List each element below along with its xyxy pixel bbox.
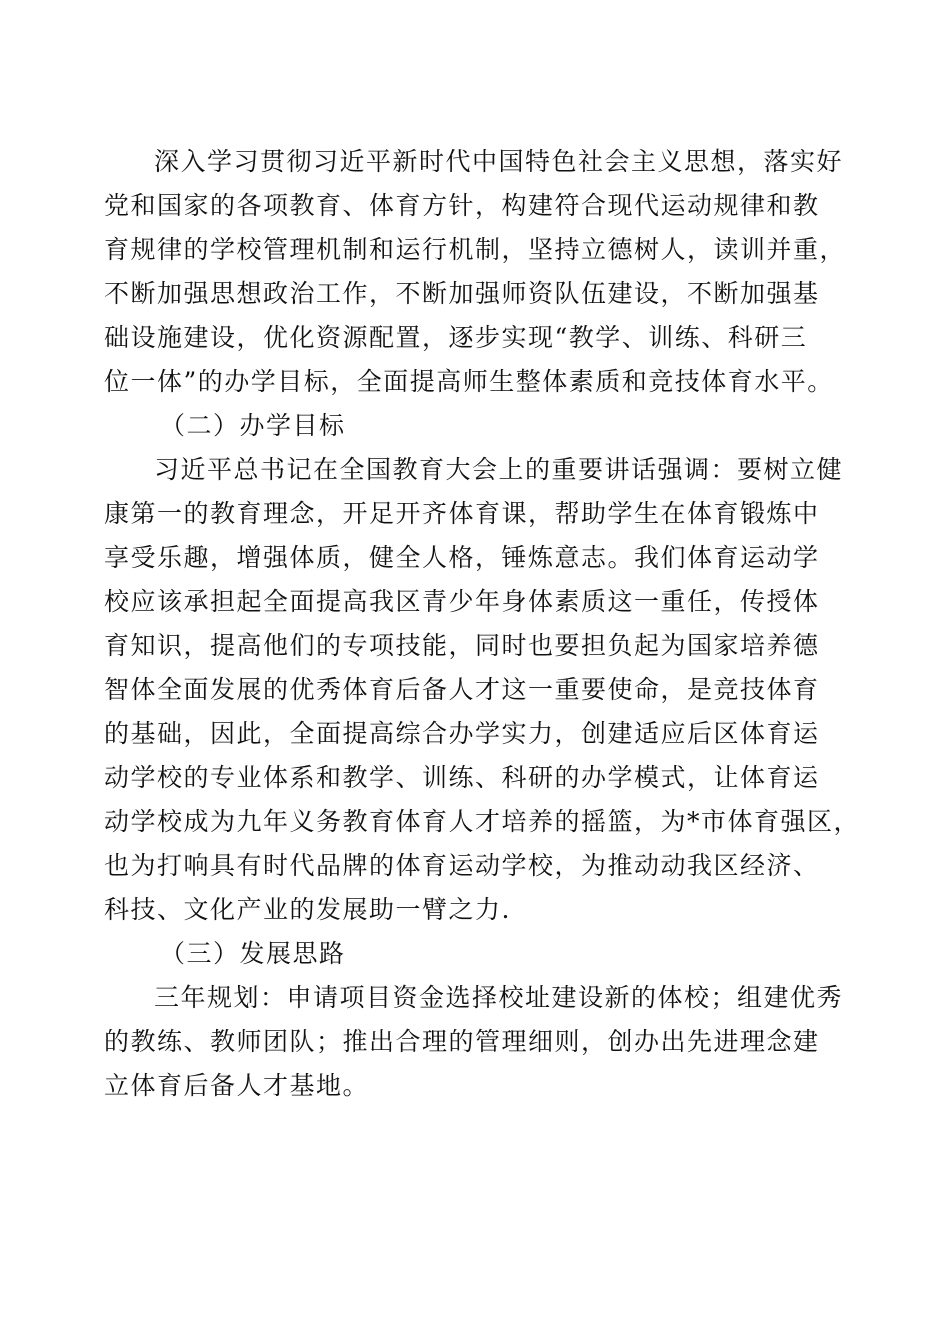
paragraph-line: 育知识，提高他们的专项技能，同时也要担负起为国家培养德: [104, 631, 820, 660]
paragraph-line: 习近平总书记在全国教育大会上的重要讲话强调：要树立健: [154, 455, 844, 484]
paragraph-line: 动学校的专业体系和教学、训练、科研的办学模式，让体育运: [104, 763, 820, 792]
paragraph-goals: [104, 448, 861, 932]
paragraph-line: 党和国家的各项教育、体育方针，构建符合现代运动规律和教: [104, 191, 820, 220]
document-body: [104, 140, 861, 1108]
paragraph-line: 科技、文化产业的发展助一臂之力.: [104, 895, 511, 924]
paragraph-line: 校应该承担起全面提高我区青少年身体素质这一重任，传授体: [104, 587, 820, 616]
paragraph-line: 智体全面发展的优秀体育后备人才这一重要使命，是竞技体育: [104, 675, 820, 704]
paragraph-line: 础设施建设，优化资源配置，逐步实现“教学、训练、科研三: [104, 323, 808, 352]
paragraph-mission: [104, 140, 856, 404]
paragraph-development: [104, 976, 856, 1108]
paragraph-line: 的基础，因此，全面提高综合办学实力，创建适应后区体育运: [104, 719, 820, 748]
paragraph-line: 三年规划：申请项目资金选择校址建设新的体校；组建优秀: [154, 983, 844, 1012]
paragraph-line: 康第一的教育理念，开足开齐体育课，帮助学生在体育锻炼中: [104, 499, 820, 528]
paragraph-line: 的教练、教师团队；推出合理的管理细则，创办出先进理念建: [104, 1027, 820, 1056]
section-heading-development: （三）发展思路: [160, 939, 346, 968]
paragraph-line: 也为打响具有时代品牌的体育运动学校，为推动动我区经济、: [104, 851, 820, 880]
paragraph-line: 立体育后备人才基地。: [104, 1071, 370, 1100]
section-heading-goals: （二）办学目标: [160, 411, 346, 440]
paragraph-line: 动学校成为九年义务教育体育人才培养的摇篮，为*市体育强区，: [104, 807, 861, 836]
paragraph-line: 育规律的学校管理机制和运行机制，坚持立德树人，读训并重，: [104, 235, 847, 264]
paragraph-line: 不断加强思想政治工作，不断加强师资队伍建设，不断加强基: [104, 279, 820, 308]
paragraph-line: 深入学习贯彻习近平新时代中国特色社会主义思想，落实好: [154, 147, 844, 176]
paragraph-line: 享受乐趣，增强体质，健全人格，锤炼意志。我们体育运动学: [104, 543, 820, 572]
paragraph-line: 位一体”的办学目标，全面提高师生整体素质和竞技体育水平。: [104, 367, 834, 396]
